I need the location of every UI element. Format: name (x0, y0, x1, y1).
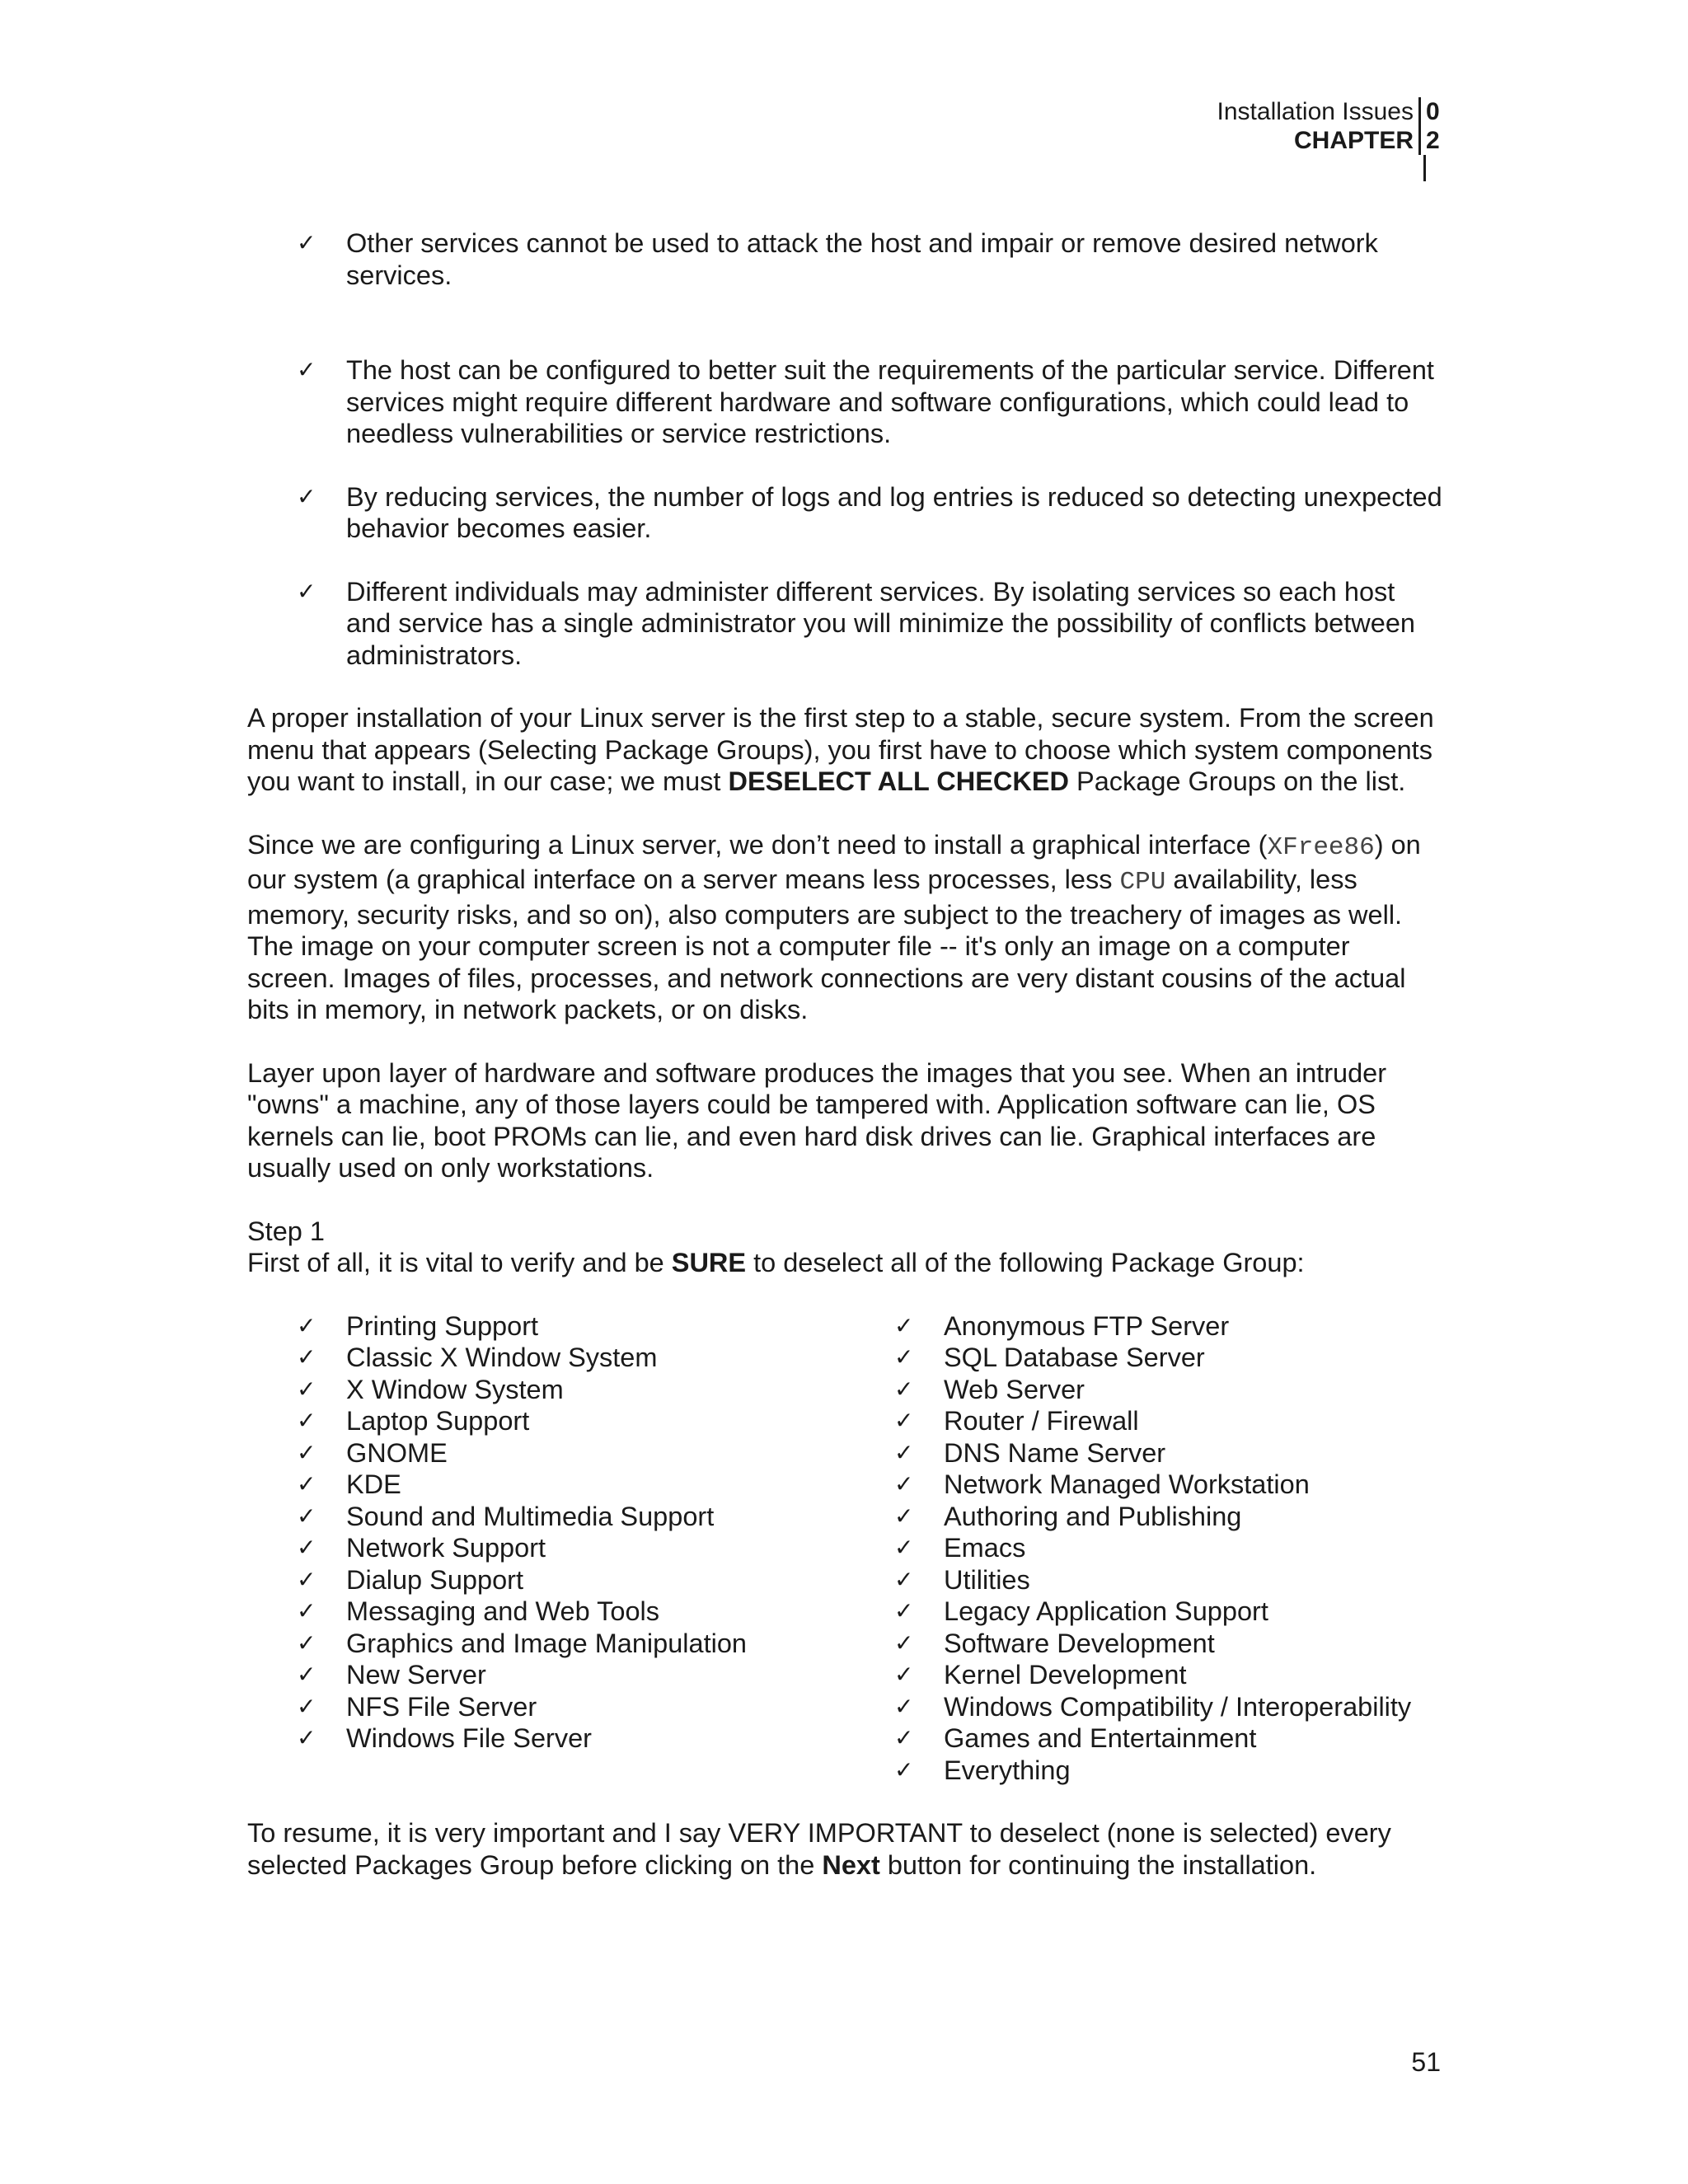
checkmark-icon: ✓ (894, 1724, 914, 1751)
package-list-left (247, 1310, 845, 1787)
package-group-item (845, 1310, 1442, 1343)
package-group-label: Kernel Development (944, 1660, 1187, 1690)
checkmark-icon: ✓ (894, 1375, 914, 1403)
package-group-item (247, 1691, 845, 1723)
package-group-label: Sound and Multimedia Support (346, 1501, 715, 1531)
package-group-label: Legacy Application Support (944, 1596, 1268, 1626)
package-group-label: X Window System (346, 1374, 564, 1404)
checkmark-icon: ✓ (894, 1438, 914, 1466)
paragraph-summary (247, 1817, 1442, 1881)
benefits-list (247, 227, 1442, 671)
checkmark-icon: ✓ (894, 1470, 914, 1497)
checkmark-icon: ✓ (894, 1343, 914, 1371)
package-group-item (247, 1310, 845, 1343)
package-group-label: Classic X Window System (346, 1343, 658, 1372)
step-instruction (247, 1247, 1442, 1279)
package-group-item (845, 1564, 1442, 1596)
package-group-item (247, 1628, 845, 1660)
header-divider-line (1423, 155, 1426, 181)
package-group-item (845, 1501, 1442, 1533)
paragraph-layers: Layer upon layer of hardware and software produces the images that you see. When an intruder "owns" a machine, any of those layers could be tampered with. Application software can lie, OS kernels can lie, boot PROMs can lie, and even hard disk drives can lie. Graphical interfaces are usually used on only workstations. (247, 1057, 1387, 1183)
paragraph-installation-intro (247, 702, 1442, 798)
package-group-item (845, 1722, 1442, 1755)
package-group-item (247, 1501, 845, 1533)
checkmark-icon: ✓ (297, 1629, 316, 1657)
list-item-text: Other services cannot be used to attack the host and impair or remove desired network services. (346, 228, 1378, 290)
checkmark-icon: ✓ (297, 1502, 316, 1530)
package-group-label: Graphics and Image Manipulation (346, 1628, 747, 1658)
package-group-item (247, 1596, 845, 1628)
checkmark-icon: ✓ (297, 1661, 316, 1688)
step-1 (247, 1216, 1442, 1279)
package-group-item (845, 1405, 1442, 1437)
package-group-item (845, 1628, 1442, 1660)
paragraph-text: ) on our system (a graphical interface on a server means less processes, less (247, 829, 1421, 894)
checkmark-icon: ✓ (297, 229, 316, 256)
paragraph-text: A proper installation of your Linux server is the first step to a stable, secure system. From the screen menu that appears (Selecting Package Groups), you first have to choose which system components you want to install, in our case; we must (247, 703, 1434, 796)
package-group-label: Utilities (944, 1564, 1030, 1595)
checkmark-icon: ✓ (894, 1692, 914, 1720)
checkmark-icon: ✓ (297, 1534, 316, 1561)
package-group-label: Network Support (346, 1533, 546, 1563)
package-list-right (845, 1310, 1442, 1787)
checkmark-icon: ✓ (894, 1755, 914, 1783)
list-item-text: Different individuals may administer different services. By isolating services so each host and service has a single administrator you will minimize the possibility of conflicts between administrators. (346, 576, 1415, 670)
checkmark-icon: ✓ (894, 1311, 914, 1339)
package-group-label: Laptop Support (346, 1406, 530, 1436)
checkmark-icon: ✓ (894, 1597, 914, 1624)
list-item (247, 227, 1442, 291)
checkmark-icon: ✓ (297, 1407, 316, 1434)
header-chapter-label: CHAPTER (1293, 127, 1414, 154)
header-section-title: Installation Issues (1217, 98, 1414, 125)
paragraph-text: availability, less memory, security risks, and so on), also computers are subject to the treachery of images as well. The image on your computer screen is not a computer file -- it's only an image on a computer screen. Images of files, processes, and network connections are very distant cousins of the actual bits in memory, in network packets, or on disks. (247, 865, 1406, 1024)
package-group-label: Router / Firewall (944, 1406, 1139, 1436)
package-group-item (247, 1564, 845, 1596)
package-group-label: GNOME (346, 1437, 448, 1468)
checkmark-icon: ✓ (894, 1629, 914, 1657)
package-group-item (247, 1659, 845, 1691)
package-group-label: Printing Support (346, 1310, 539, 1341)
package-group-item (845, 1469, 1442, 1501)
page-number: 51 (1411, 2047, 1441, 2077)
package-group-label: Messaging and Web Tools (346, 1596, 660, 1626)
checkmark-icon: ✓ (297, 1565, 316, 1593)
package-group-item (845, 1374, 1442, 1406)
package-group-item (845, 1437, 1442, 1469)
list-item (247, 576, 1442, 672)
checkmark-icon: ✓ (297, 1597, 316, 1624)
header-row-chapter (1217, 126, 1441, 155)
package-group-item (247, 1532, 845, 1564)
package-group-label: Dialup Support (346, 1564, 523, 1595)
package-group-label: Games and Entertainment (944, 1723, 1257, 1753)
package-group-label: DNS Name Server (944, 1437, 1166, 1468)
package-group-label: Anonymous FTP Server (944, 1310, 1230, 1341)
package-group-item (845, 1691, 1442, 1723)
step-text: to deselect all of the following Package Group: (746, 1248, 1305, 1277)
checkmark-icon: ✓ (894, 1502, 914, 1530)
checkmark-icon: ✓ (297, 356, 316, 383)
package-group-label: Everything (944, 1755, 1071, 1785)
checkmark-icon: ✓ (297, 482, 316, 510)
checkmark-icon: ✓ (894, 1565, 914, 1593)
package-group-label: Network Managed Workstation (944, 1469, 1310, 1499)
checkmark-icon: ✓ (297, 1375, 316, 1403)
package-group-item (247, 1469, 845, 1501)
step-title: Step 1 (247, 1216, 325, 1246)
header-chapter-digit-2: 2 (1418, 126, 1441, 155)
package-group-label: Software Development (944, 1628, 1215, 1658)
package-group-label: New Server (346, 1660, 486, 1690)
package-group-label: NFS File Server (346, 1691, 537, 1722)
code-cpu: CPU (1119, 868, 1166, 897)
emphasis-next: Next (822, 1849, 880, 1880)
emphasis-deselect-all: DESELECT ALL CHECKED (728, 766, 1069, 796)
checkmark-icon: ✓ (297, 1438, 316, 1466)
package-group-label: Authoring and Publishing (944, 1501, 1242, 1531)
step-text: First of all, it is vital to verify and be (247, 1248, 672, 1277)
package-group-item (247, 1405, 845, 1437)
list-item (247, 354, 1442, 450)
checkmark-icon: ✓ (297, 1470, 316, 1497)
package-group-columns (247, 1310, 1442, 1787)
paragraph-text: Package Groups on the list. (1068, 766, 1406, 796)
header-row-section (1217, 97, 1441, 126)
emphasis-sure: SURE (671, 1248, 747, 1277)
page-body (247, 227, 1442, 1912)
list-item-text: By reducing services, the number of logs and log entries is reduced so detecting unexpected behavior becomes easier. (346, 481, 1442, 543)
checkmark-icon: ✓ (894, 1407, 914, 1434)
checkmark-icon: ✓ (297, 1724, 316, 1751)
paragraph-text: button for continuing the installation. (879, 1849, 1317, 1880)
package-group-item (845, 1596, 1442, 1628)
paragraph-text: To resume, it is very important and I say VERY IMPORTANT to deselect (none is selected) every selected Packages Group before clicking on the (247, 1818, 1391, 1880)
checkmark-icon: ✓ (297, 577, 316, 605)
package-group-item (845, 1532, 1442, 1564)
paragraph-graphical-interface (247, 829, 1442, 1026)
package-group-label: Windows File Server (346, 1723, 592, 1753)
list-item-text: The host can be configured to better suit the requirements of the particular service. Different services might require different hardware and software configurations, which could lead to needless vulnerabilities or service restrictions. (346, 355, 1434, 448)
running-header (1217, 97, 1441, 155)
package-group-item (845, 1755, 1442, 1787)
package-group-label: Windows Compatibility / Interoperability (944, 1691, 1412, 1722)
checkmark-icon: ✓ (297, 1343, 316, 1371)
package-group-label: Web Server (944, 1374, 1085, 1404)
package-group-label: Emacs (944, 1533, 1026, 1563)
package-group-label: KDE (346, 1469, 401, 1499)
package-group-item (247, 1374, 845, 1406)
package-group-item (247, 1342, 845, 1374)
checkmark-icon: ✓ (297, 1311, 316, 1339)
code-xfree86: XFree86 (1267, 832, 1375, 862)
package-group-label: SQL Database Server (944, 1343, 1205, 1372)
package-group-item (845, 1342, 1442, 1374)
package-group-item (845, 1659, 1442, 1691)
package-group-item (247, 1722, 845, 1755)
checkmark-icon: ✓ (894, 1534, 914, 1561)
checkmark-icon: ✓ (297, 1692, 316, 1720)
paragraph-text: Since we are configuring a Linux server, we don’t need to install a graphical interface ( (247, 829, 1268, 860)
header-chapter-digit-1: 0 (1418, 97, 1441, 126)
list-item (247, 481, 1442, 545)
package-group-item (247, 1437, 845, 1469)
checkmark-icon: ✓ (894, 1661, 914, 1688)
